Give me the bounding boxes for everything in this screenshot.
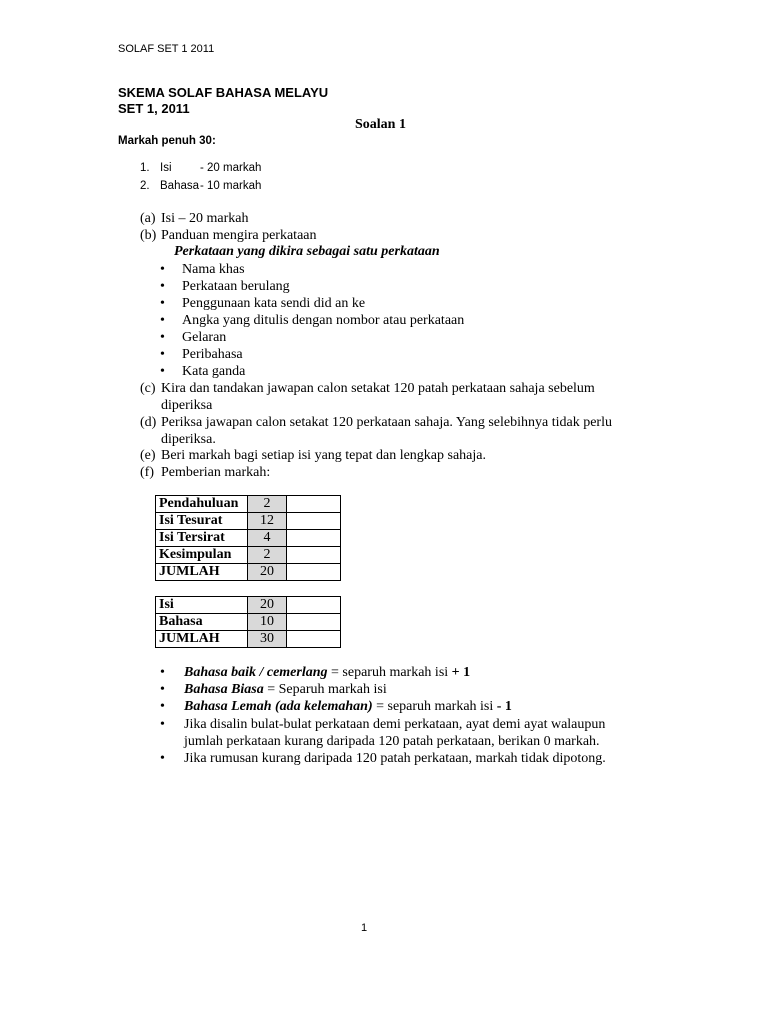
table-row: Isi Tesurat 12: [156, 513, 341, 530]
question-heading: Soalan 1: [355, 117, 406, 132]
table-row: Pendahuluan 2: [156, 496, 341, 513]
table-row: Isi 20: [156, 597, 341, 614]
list-item: • Angka yang ditulis dengan nombor atau perkataan: [160, 313, 465, 328]
rule-item: • Bahasa Lemah (ada kelemahan) = separuh markah isi - 1: [160, 699, 512, 714]
mark-breakdown-item: 1. Isi - 20 markah: [140, 162, 262, 174]
mark-breakdown-item: 2. Bahasa- 10 markah: [140, 180, 262, 192]
table-row: JUMLAH 20: [156, 564, 341, 581]
marks-table-content: [155, 495, 341, 581]
table-row: Bahasa 10: [156, 614, 341, 631]
list-item-b: (b) Panduan mengira perkataan: [140, 228, 317, 243]
page-header: SOLAF SET 1 2011: [118, 43, 215, 55]
list-item: • Peribahasa: [160, 347, 243, 362]
rule-item: • Jika disalin bulat-bulat perkataan demi perkataan, ayat demi ayat walaupun jumlah perkataan kurang daripada 120 patah perkataan, berikan 0 markah.: [160, 717, 606, 749]
list-item-f: (f) Pemberian markah:: [140, 465, 271, 480]
document-title: SKEMA SOLAF BAHASA MELAYU: [118, 85, 329, 100]
table-row: Kesimpulan 2: [156, 547, 341, 564]
rule-item: • Bahasa Biasa = Separuh markah isi: [160, 682, 387, 697]
table-row: JUMLAH 30: [156, 631, 341, 648]
rule-item: • Bahasa baik / cemerlang = separuh markah isi + 1: [160, 665, 471, 680]
list-item: • Perkataan berulang: [160, 279, 290, 294]
list-item: • Gelaran: [160, 330, 227, 345]
list-item: • Penggunaan kata sendi did an ke: [160, 296, 366, 311]
list-item-a: (a) Isi – 20 markah: [140, 211, 249, 226]
marks-table-total: [155, 596, 341, 648]
list-item: • Nama khas: [160, 262, 245, 277]
subheading: Perkataan yang dikira sebagai satu perkataan: [174, 244, 440, 259]
rule-item: • Jika rumusan kurang daripada 120 patah perkataan, markah tidak dipotong.: [160, 751, 606, 766]
list-item-c: (c) Kira dan tandakan jawapan calon setakat 120 patah perkataan sahaja sebelum diperiksa: [140, 381, 595, 413]
list-item-d: (d) Periksa jawapan calon setakat 120 perkataan sahaja. Yang selebihnya tidak perlu diperiksa.: [140, 415, 612, 447]
table-row: Isi Tersirat 4: [156, 530, 341, 547]
document-subtitle: SET 1, 2011: [118, 101, 190, 116]
list-item: • Kata ganda: [160, 364, 246, 379]
page-number: 1: [361, 922, 368, 934]
list-item-e: (e) Beri markah bagi setiap isi yang tepat dan lengkap sahaja.: [140, 448, 487, 463]
full-marks-heading: Markah penuh 30:: [118, 135, 216, 147]
